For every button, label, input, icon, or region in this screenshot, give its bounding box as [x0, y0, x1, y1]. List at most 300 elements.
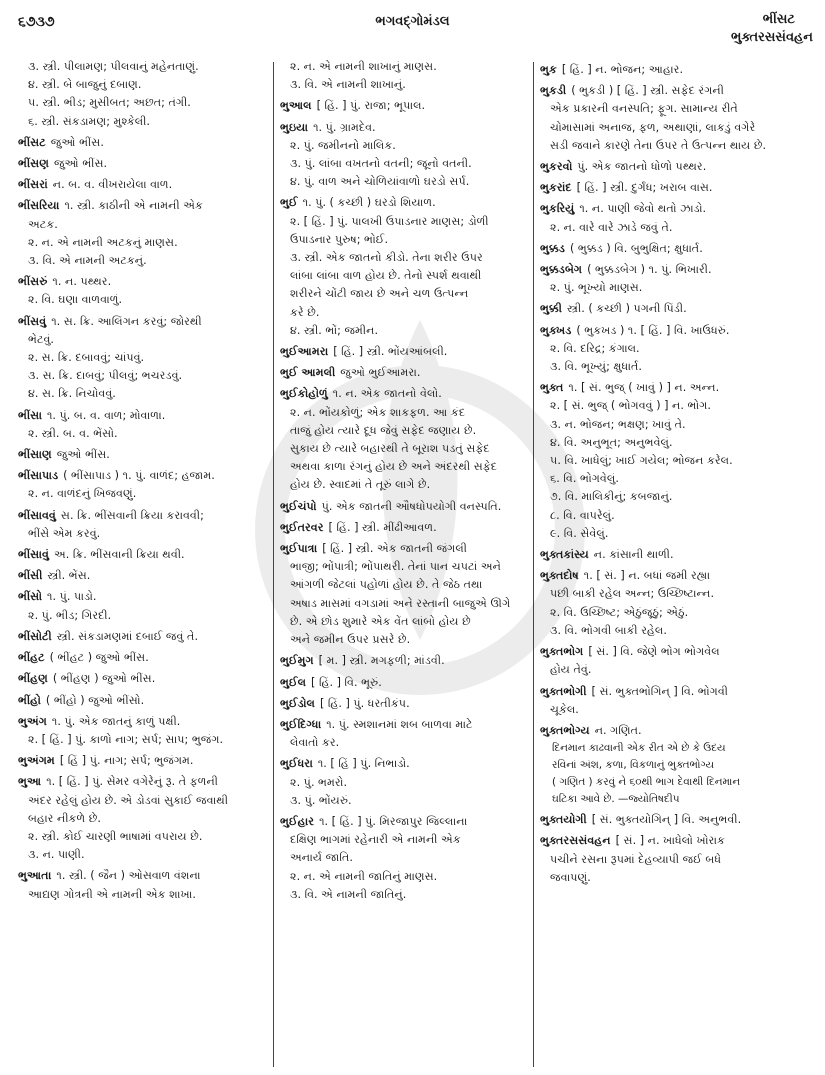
entry-sense-line: [280, 267, 530, 285]
definition-text: ૨. સ્ત્રી. કોઈ ચારણી ભાષામાં વપરાય છે.: [28, 829, 203, 843]
entry-sense-line: [540, 397, 818, 415]
dictionary-entry: [540, 300, 818, 318]
definition-text: ૩. વિ. ભોગવી બાકી રહેલ.: [550, 623, 667, 637]
entry-sense-line: [18, 607, 270, 625]
definition-text: આદ્યણ ગોત્રની એ નામની એક શાખા.: [28, 887, 196, 901]
entry-sense-line: [540, 701, 818, 719]
headword: ભુકરિયું: [540, 202, 575, 216]
dictionary-column-3: [540, 58, 818, 887]
dictionary-entry: [18, 546, 270, 564]
headword: ભુઇયા: [280, 120, 309, 134]
definition-text: હોય તેવું.: [550, 663, 592, 677]
dictionary-entry: [18, 867, 270, 885]
definition-text: ૧. સ. ક્રિ. આલિંગન કરવું; જોરથી: [51, 314, 202, 328]
headword: ભુઈલ: [280, 675, 307, 689]
dictionary-entry: [540, 322, 818, 340]
dictionary-entry: [280, 519, 530, 537]
headword: ભીંહો: [18, 693, 41, 707]
definition-text: ૧. સ્ત્રી. ( જૈન ) ઓસવાળ વંશના: [56, 869, 201, 883]
dictionary-entry: [540, 379, 818, 397]
definition-text: [ હિં. ] સ્ત્રી. મીંઢીઆવળ.: [328, 520, 437, 534]
definition-text: સ. ક્રિ. ભીંસવાની ક્રિયા કરાવવી;: [60, 508, 204, 522]
entry-quotation: [540, 757, 818, 774]
entry-quotation: [540, 774, 818, 791]
entry-sense-line: [280, 304, 530, 322]
entry-sense-line: [18, 94, 270, 112]
dictionary-entry: [18, 670, 270, 688]
entry-sense-line: [540, 507, 818, 525]
definition-text: ૨. વિ. ઘણા વાળવાળું.: [28, 293, 123, 307]
dictionary-entry: [280, 755, 530, 773]
definition-text: [ સં. ] વિ. જેણે ભોગ ભોગવેલ: [588, 645, 720, 659]
headword: ભુક્તભોગ્ય: [540, 723, 590, 737]
entry-sense-line: [540, 434, 818, 452]
definition-text: [ હિં. ] વિ. ભૂરું.: [311, 675, 382, 689]
column-divider: [533, 62, 534, 1067]
headword: ભીંહટ: [18, 651, 45, 665]
entry-sense-line: [280, 792, 530, 810]
definition-text: સ્ત્રી. ભેંસ.: [47, 569, 91, 583]
entry-sense-line: [540, 452, 818, 470]
dictionary-entry: [280, 540, 530, 558]
dictionary-entry: [280, 813, 530, 831]
definition-text: ન. કાંસાની થાળી.: [593, 548, 674, 562]
entry-sense-line: [18, 367, 270, 385]
dictionary-entry: [18, 134, 270, 152]
entry-sense-line: [280, 631, 530, 649]
definition-text: ૨. પું. ભૂખ્યો માણસ.: [550, 281, 643, 295]
definition-text: ( ભીંસાપાડ ) ૧. પું. વાળંદ; હજામ.: [63, 469, 215, 483]
dictionary-entry: [280, 119, 530, 137]
entry-sense-line: [18, 216, 270, 234]
headword: ભુક્ખડ: [540, 323, 572, 337]
headword: ભીંસાપાડ: [18, 469, 59, 483]
definition-text: ભાજી; ભોંપાત્રી; ભોંપાથરી. તેનાં પાન ચપટાં અને: [290, 560, 501, 574]
definition-text: ૨. ન. વારે વારે ઝાડે જવું તે.: [550, 220, 673, 234]
entry-sense-line: [280, 155, 530, 173]
entry-sense-line: [280, 285, 530, 303]
entry-sense-line: [18, 792, 270, 810]
entry-sense-line: [280, 849, 530, 867]
entry-sense-line: [540, 416, 818, 434]
entry-sense-line: [18, 731, 270, 749]
entry-sense-line: [18, 525, 270, 543]
dictionary-entry: [18, 507, 270, 525]
definition-text: [ હિં. ] સ્ત્રી. એક જાતની જંગલી: [322, 542, 467, 556]
headword: ભીંસવું: [18, 314, 47, 328]
entry-sense-line: [540, 119, 818, 137]
dictionary-entry: [280, 652, 530, 670]
dictionary-entry: [18, 588, 270, 606]
entry-sense-line: [540, 358, 818, 376]
page-number: ૬૭૩૭: [18, 14, 55, 30]
entry-sense-line: [280, 774, 530, 792]
definition-text: ૨. [ સં. ભુજ્ ( ભોગવવું ) ] ન. ભોગ.: [550, 399, 711, 413]
definition-text: ૨. ન. એ નામની શાખાનું માણસ.: [290, 60, 437, 73]
definition-text: ૪. સ. ક્રિ. નિચોવવું.: [28, 387, 116, 401]
definition-text: ૧. ન. પાણી જેવો થતો ઝાડો.: [579, 202, 707, 216]
definition-text: ૩. પું. ભોંયરું.: [290, 793, 352, 807]
definition-text: ઉપાડનાર પુરુષ; ભોઈ.: [290, 232, 388, 246]
definition-text: ૩. ન. ભોજન; ભક્ષણ; ખાવું તે.: [550, 417, 686, 431]
definition-text: ૪. પું. વાળ અને ચોળિયાંવાળો ઘરડો સર્પ.: [290, 175, 470, 189]
definition-text: અને જમીન ઉપર પ્રસરે છે.: [290, 633, 411, 647]
guide-word-first: ભીંસટ: [762, 12, 795, 27]
definition-text: ૬. વિ. ભોગવેલું.: [550, 472, 619, 486]
definition-text: સ્ત્રી. સંકડામણમાં દબાઈ જવું તે.: [56, 629, 199, 643]
definition-text: ૧. પું. બ. વ. વાળ; મોવાળા.: [46, 408, 166, 422]
book-title: ભગવદ્ગોમંડલ: [375, 14, 450, 29]
definition-text: ૨. ન. ભોંયકોળું; એક શાકફળ. આ કંદ: [290, 405, 466, 419]
dictionary-entry: [18, 567, 270, 585]
entry-sense-line: [540, 851, 818, 869]
definition-text: જુઓ ભીંસ.: [50, 135, 104, 149]
dictionary-entry: [18, 176, 270, 194]
definition-text: ૪. વિ. અનુભૂત; અનુભવેલું.: [550, 435, 673, 449]
definition-text: [ હિં. ] સ્ત્રી. ભોંયઆંબલી.: [333, 345, 448, 359]
dictionary-entry: [540, 567, 818, 585]
headword: ભુઈચંપો: [280, 499, 317, 513]
definition-text: ૧. પું. એક જાતનું કાળું પક્ષી.: [51, 714, 181, 728]
dictionary-entry: [280, 385, 530, 403]
headword: ભુઈ: [280, 196, 298, 210]
dictionary-entry: [18, 713, 270, 731]
dictionary-entry: [18, 313, 270, 331]
dictionary-entry: [540, 683, 818, 701]
definition-text: ( ભીંહણ ) જુઓ ભીંસ.: [52, 672, 156, 686]
definition-text: ૨. વિ. દરિદ્ર; કંગાલ.: [550, 341, 640, 355]
definition-text: ૧. ન. પથ્થર.: [52, 275, 112, 289]
definition-text: [ હિં. ] ન. ભોજન; આહાર.: [561, 63, 683, 76]
entry-sense-line: [18, 76, 270, 94]
definition-text: ૧. સ્ત્રી. કાઠીની એ નામની એક: [64, 199, 203, 213]
definition-text: હોય છે. સ્વાદમાં તે તૂરું લાગે છે.: [290, 478, 431, 492]
dictionary-entry: [280, 716, 530, 734]
definition-text: ( ભુક્કડ ) વિ. બુભુક્ષિત; ક્ષુધાર્ત.: [569, 241, 703, 255]
definition-text: અટક.: [28, 217, 58, 231]
entry-sense-line: [280, 76, 530, 94]
headword: ભીંસા: [18, 408, 42, 422]
dictionary-entry: [18, 752, 270, 770]
entry-sense-line: [540, 279, 818, 297]
definition-text: [ સં. ભુક્તભોગિન્ ] વિ. ભોગવી: [591, 684, 728, 698]
entry-sense-line: [540, 488, 818, 506]
dictionary-entry: [18, 773, 270, 791]
definition-text: અ. ક્રિ. ભીંસવાની ક્રિયા થવી.: [53, 548, 185, 562]
entry-sense-line: [280, 576, 530, 594]
definition-text: ૩. વિ. ભૂખ્યું; ક્ષુધાર્ત.: [550, 360, 642, 374]
entry-sense-line: [18, 385, 270, 403]
definition-text: [ હિં. ] પું. રાજા; ભૂપાલ.: [316, 99, 426, 113]
definition-text: ૩. સ્ત્રી. એક જાતનો કીડો. તેના શરીર ઉપર: [290, 251, 483, 265]
definition-text: [ હિં. ] પું. ધરતીકંપ.: [319, 696, 410, 710]
dictionary-entry: [18, 692, 270, 710]
headword: ભુક્તદોષ: [540, 569, 579, 583]
entry-sense-line: [280, 404, 530, 422]
definition-text: ૨. ન. એ નામની જાતિનું માણસ.: [290, 869, 438, 883]
headword: ભુઆલ: [280, 99, 312, 113]
definition-text: અનાર્ય જાતિ.: [290, 851, 353, 865]
definition-text: ૨. વિ. ઉચ્છિષ્ટ; એઠુંજૂઠું; એઠું.: [550, 605, 689, 619]
definition-text: ૯. વિ. સેવેલું.: [550, 526, 609, 540]
headword: ભુઈતરવર: [280, 520, 324, 534]
definition-text: અંદર રહેલું હોય છે. એ ડોડવાં સુકાઈ જવાથી: [28, 793, 229, 807]
definition-text: ૫. સ્ત્રી. ભીડ; મુસીબત; અછત; તંગી.: [28, 96, 191, 110]
headword: ભુઈમુગ: [280, 654, 314, 668]
headword: ભુઈડોલ: [280, 696, 315, 710]
headword: ભુકરવો: [540, 160, 573, 174]
entry-sense-line: [280, 476, 530, 494]
page-header: [0, 0, 825, 52]
dictionary-entry: [540, 643, 818, 661]
entry-sense-line: [18, 810, 270, 828]
entry-sense-line: [18, 886, 270, 904]
entry-sense-line: [18, 846, 270, 864]
headword: ભીંસાવું: [18, 548, 49, 562]
dictionary-entry: [540, 722, 818, 740]
definition-text: સુકાય છે ત્યારે બહારથી તે બૂરાશ પડતું સફેદ: [290, 442, 490, 456]
headword: ભીંસરિયા: [18, 199, 60, 213]
entry-sense-line: [280, 173, 530, 191]
definition-text: ૧. પું. ગ્રામદેવ.: [313, 120, 376, 134]
definition-text: આંગળી જેટલાં પહોળાં હોય છે. તે જેઠ તથા: [290, 578, 483, 592]
definition-text: ૬. સ્ત્રી. સંકડામણ; મુશ્કેલી.: [28, 114, 150, 128]
dictionary-entry: [540, 179, 818, 197]
headword: ભીંસરું: [18, 275, 48, 289]
entry-sense-line: [540, 585, 818, 603]
headword: ભીંસરાં: [18, 178, 48, 192]
entry-sense-line: [540, 869, 818, 887]
definition-text: ચૂકેલ.: [550, 702, 579, 716]
entry-sense-line: [540, 525, 818, 543]
dictionary-entry: [18, 407, 270, 425]
definition-text: ન. ગણિત.: [594, 723, 642, 737]
headword: ભુઈહાર: [280, 814, 315, 828]
definition-text: ૪. સ્ત્રી. ભોં; જમીન.: [290, 323, 379, 337]
definition-text: [ સં. ભુક્તયોગિન્ ] વિ. અનુભવી.: [591, 813, 742, 827]
definition-text: ન. બ. વ. વીખરાયેલા વાળ.: [52, 178, 173, 192]
headword: ભુઈધરા: [280, 757, 313, 771]
entry-sense-line: [18, 252, 270, 270]
definition-text: ૧. પું. સ્મશાનમાં શબ બાળવા માટે: [326, 717, 473, 731]
definition-text: ૨. સ. ક્રિ. દબાવવું; ચાંપવું.: [28, 351, 145, 365]
dictionary-entry: [280, 364, 530, 382]
definition-text: ( ભુક્કડબેગ ) ૧. પું. ભિખારી.: [587, 263, 712, 277]
entry-sense-line: [18, 291, 270, 309]
definition-text: ચોમાસામાં અનાજ, ફળ, અથાણાં, લાકડું વગેરે: [550, 120, 756, 134]
headword: ભુક્ત: [540, 381, 564, 395]
definition-text: ૨. પું. જમીનનો માલિક.: [290, 138, 396, 152]
definition-text: જુઓ ભુઈઆમરા.: [340, 366, 421, 380]
definition-text: એક પ્રકારની વનસ્પતિ; ફૂગ. સામાન્ય રીતે: [550, 102, 738, 116]
dictionary-entry: [540, 61, 818, 79]
entry-sense-line: [18, 234, 270, 252]
entry-sense-line: [280, 213, 530, 231]
dictionary-entry: [540, 832, 818, 850]
entry-sense-line: [280, 595, 530, 613]
dictionary-column-1: [18, 58, 270, 904]
dictionary-entry: [540, 82, 818, 100]
definition-text: ૧. [ સં. ભુજ્ ( ખાવું ) ] ન. અન્ન.: [568, 381, 720, 395]
definition-text: સ્ત્રી. ( કચ્છી ) પગની પિંડી.: [567, 302, 687, 316]
entry-quotation: [540, 740, 818, 757]
headword: ભીંસાણ: [18, 448, 52, 462]
definition-text: પું. એક જાતનો ધોળો પથ્થર.: [577, 160, 707, 174]
definition-text: લાંબા લાંબા વાળ હોય છે. તેનો સ્પર્શ થવાથી: [290, 269, 482, 283]
entry-sense-line: [540, 137, 818, 155]
headword: ભુક્તભોગી: [540, 684, 587, 698]
dictionary-entry: [280, 674, 530, 692]
dictionary-entry: [280, 97, 530, 115]
definition-text: ૧. [ હિં. ] પું. મિરજાપુર જિલ્લાના: [319, 814, 468, 828]
headword: ભુક: [540, 63, 557, 76]
definition-text: તાજું હોય ત્યારે દૂધ જેવું સફેદ જણાય છે.: [290, 423, 477, 437]
dictionary-entry: [540, 261, 818, 279]
entry-sense-line: [540, 470, 818, 488]
definition-text: જુઓ ભીંસ.: [56, 448, 110, 462]
definition-text: ૩. સ. ક્રિ. દાબવું; પીલવું; ભચરડવું.: [28, 369, 183, 383]
headword: ભીંસાવવું: [18, 508, 56, 522]
entry-sense-line: [18, 425, 270, 443]
definition-text: ૩. ન. પાણી.: [28, 848, 85, 862]
definition-text: બહાર નીકળે છે.: [28, 811, 101, 825]
entry-sense-line: [280, 558, 530, 576]
dictionary-entry: [18, 446, 270, 464]
headword: ભુકરાંદ: [540, 181, 572, 195]
definition-text: ૧. [ સં. ] ન. બધાં જમી રહ્યા: [583, 569, 711, 583]
definition-text: જવાપણું.: [550, 870, 591, 884]
definition-text: ૨. ન. વાળંદનું ખિજવણું.: [28, 487, 137, 501]
definition-text: ૩. પું. લાંબા વખતનો વતની; જૂનો વતની.: [290, 157, 472, 171]
headword: ભુક્કડબેગ: [540, 263, 583, 277]
headword: ભીંસી: [18, 569, 43, 583]
definition-text: ૧. [ હિં. ] પું. સેમર વગેરેનું રૂ. તે ફળની: [46, 775, 218, 789]
dictionary-entry: [18, 273, 270, 291]
definition-text: કરે છે.: [290, 305, 320, 319]
dictionary-entry: [280, 343, 530, 361]
headword: ભુક્તયોગી: [540, 813, 587, 827]
definition-text: ૫. વિ. ખાધેલું; ખાઈ ગયેલ; ભોજન કરેલ.: [550, 454, 733, 468]
entry-sense-line: [280, 886, 530, 904]
dictionary-entry: [540, 240, 818, 258]
definition-text: [ મ. ] સ્ત્રી. મગફળી; માંડવી.: [318, 654, 445, 668]
entry-sense-line: [280, 613, 530, 631]
entry-sense-line: [280, 868, 530, 886]
entry-quotation: [540, 791, 818, 808]
definition-text: ભેટવું.: [28, 332, 54, 346]
definition-text: જુઓ ભીંસ.: [53, 157, 108, 171]
definition-text: [ સં. ] ન. ખાધેલો ખોરાક: [615, 834, 725, 848]
definition-text: ભીંસે એમ કરવું.: [28, 526, 101, 540]
headword: ભુઅંગમ: [18, 754, 55, 768]
definition-text: ૧. ન. એક જાતનો વેલો.: [332, 387, 442, 401]
entry-sense-line: [540, 340, 818, 358]
dictionary-entry: [280, 695, 530, 713]
definition-text: ૩. વિ. એ નામની જાતિનું.: [290, 887, 407, 901]
entry-sense-line: [280, 231, 530, 249]
definition-text: ૨. પું. ભમરો.: [290, 775, 348, 789]
definition-text: ઘટિકા આવે છે. —જ્યોતિષદીપ: [552, 793, 680, 806]
entry-sense-line: [280, 322, 530, 340]
dictionary-entry: [540, 811, 818, 829]
headword: ભુઈદિગ્ધા: [280, 717, 322, 731]
definition-text: ૪. સ્ત્રી. બે બાજુનું દબાણ.: [28, 78, 142, 92]
entry-sense-line: [280, 422, 530, 440]
definition-text: ૨. [ હિં. ] પું. પાલખી ઉપાડનાર માણસ; ડોળી: [290, 214, 489, 228]
definition-text: અષાડ માસમાં વગડામાં અને રસ્તાની બાજુએ ઊગે: [290, 596, 511, 610]
definition-text: પું. એક જાતની ઔષધોપયોગી વનસ્પતિ.: [321, 499, 502, 513]
headword: ભુઆતા: [18, 869, 52, 883]
entry-sense-line: [280, 734, 530, 752]
entry-sense-line: [280, 137, 530, 155]
definition-text: પછી બાકી રહેલ અન્ન; ઉચ્છિષ્ટાન્ન.: [550, 587, 715, 601]
dictionary-entry: [18, 197, 270, 215]
dictionary-entry: [540, 546, 818, 564]
definition-text: ૧. પું. ( કચ્છી ) ઘરડો શિયાળ.: [302, 196, 436, 210]
headword: ભીંસણ: [18, 157, 49, 171]
definition-text: રવિનાં અંશ, કળા, વિકળાનું ભુક્તભોગ્ય: [552, 759, 714, 772]
definition-text: ( ભીંહો ) જુઓ ભીંસો.: [45, 693, 145, 707]
definition-text: [ હિં ] પું. નાગ; સર્પ; ભુજંગમ.: [59, 754, 194, 768]
definition-text: ( ભીંહટ ) જુઓ ભીંસ.: [49, 651, 149, 665]
headword: ભીંહણ: [18, 672, 48, 686]
entry-sense-line: [18, 485, 270, 503]
headword: ભીંસો: [18, 590, 43, 604]
headword: ભુક્તકાંસ્ય: [540, 548, 589, 562]
dictionary-entry: [280, 194, 530, 212]
dictionary-entry: [18, 628, 270, 646]
definition-text: દિનમાન કાઢવાની એક રીત એ છે કે ઉદય: [552, 742, 726, 755]
dictionary-entry: [18, 467, 270, 485]
headword: ભુઈકોહોળું: [280, 387, 328, 401]
definition-text: ( ભુકડી ) [ હિં. ] સ્ત્રી. સફેદ રંગની: [571, 84, 724, 98]
entry-sense-line: [280, 440, 530, 458]
definition-text: પચીને રસના રૂપમાં દેહવ્યાપી જઈ બધે: [550, 852, 722, 866]
headword: ભુક્તભોગ: [540, 645, 584, 659]
headword: ભુઈપાત્રા: [280, 542, 318, 556]
entry-sense-line: [18, 58, 270, 76]
dictionary-entry: [540, 158, 818, 176]
definition-text: દક્ષિણ ભાગમાં રહેનારી એ નામની એક: [290, 833, 461, 847]
headword: ભુઈઆમરા: [280, 345, 329, 359]
definition-text: ૩. સ્ત્રી. પીલામણ; પીલવાનું મહેનતાણું.: [28, 60, 199, 73]
entry-sense-line: [280, 249, 530, 267]
entry-sense-line: [18, 828, 270, 846]
dictionary-entry: [540, 200, 818, 218]
entry-sense-line: [18, 331, 270, 349]
definition-text: છે. એ છોડ શુમારે એક વેંત લાંબો હોય છે: [290, 614, 471, 628]
entry-sense-line: [280, 458, 530, 476]
definition-text: ૧. [ હિં ] પું. નિભાડો.: [317, 757, 410, 771]
entry-sense-line: [280, 831, 530, 849]
headword: ભુઈ આમલી: [280, 366, 336, 380]
definition-text: ૧. પું. પાડો.: [47, 590, 97, 604]
headword: ભીંસોટી: [18, 629, 52, 643]
headword: ભુકડી: [540, 84, 567, 98]
entry-sense-line: [540, 100, 818, 118]
dictionary-column-2: [280, 58, 530, 904]
entry-sense-line: [540, 661, 818, 679]
guide-word-last: ભુક્તરસસંવહન: [730, 30, 813, 45]
entry-sense-line: [540, 604, 818, 622]
definition-text: શરીરને ચોંટી જાય છે અને ચળ ઉત્પન્ન: [290, 287, 469, 301]
entry-sense-line: [18, 113, 270, 131]
definition-text: ૨. સ્ત્રી. બ. વ. ભેંસો.: [28, 426, 118, 440]
definition-text: ૭. વિ. માલિકીનું; કબજાનું.: [550, 490, 673, 504]
headword: ભુઆ: [18, 775, 42, 789]
definition-text: ૩. વિ. એ નામની અટકનું.: [28, 254, 147, 268]
definition-text: ૨. ન. એ નામની અટકનું માણસ.: [28, 235, 178, 249]
